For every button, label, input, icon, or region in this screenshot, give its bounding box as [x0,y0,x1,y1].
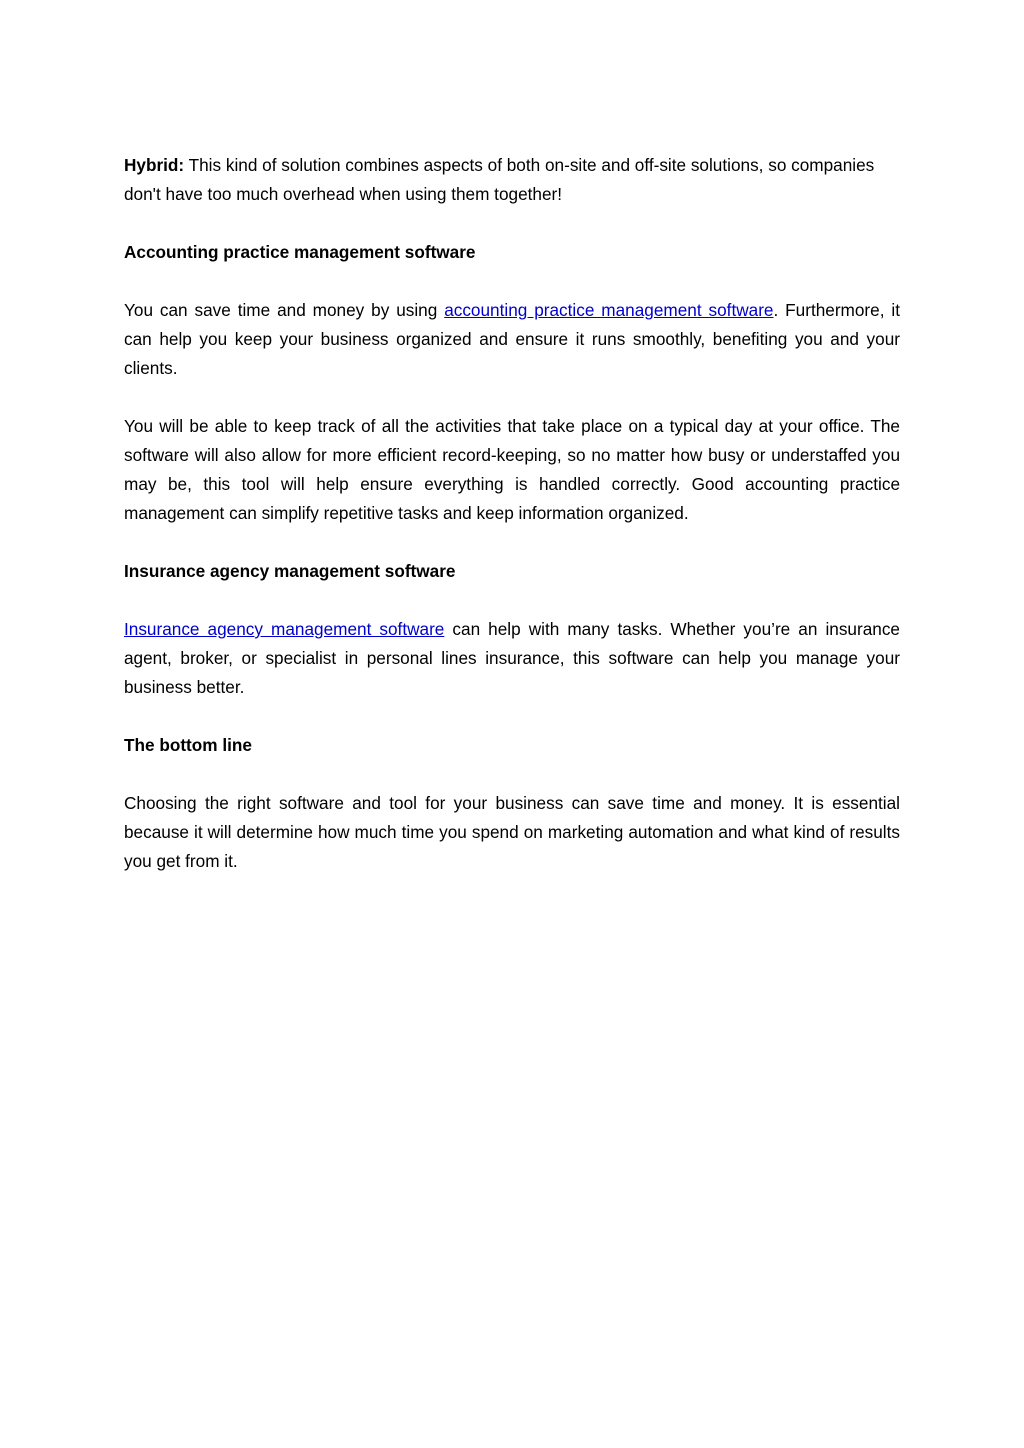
accounting-software-link[interactable]: accounting practice management software [444,300,774,320]
accounting-paragraph-2: You will be able to keep track of all the activities that take place on a typical day at your office. The software will also allow for more efficient record-keeping, so no matter how busy or understaffed you may be, this tool will help ensure everything is handled correctly. Good accounting practice management can simplify repetitive tasks and keep information organized. [124,416,900,523]
document-page [124,151,900,905]
accounting-paragraph-1 [124,296,900,383]
accounting-heading: Accounting practice management software [124,242,476,262]
insurance-paragraph [124,615,900,702]
insurance-p1-after: can help with many tasks. Whether you’re an insurance agent, broker, or specialist in personal lines insurance, this software can help you manage your business better. [124,619,900,697]
hybrid-text: This kind of solution combines aspects of both on-site and off-site solutions, so companies don't have too much overhead when using them together! [124,155,875,204]
accounting-p1-after: . Furthermore, it can help you keep your business organized and ensure it runs smoothly, benefiting you and your clients. [124,300,900,378]
hybrid-label: Hybrid: [124,155,185,175]
hybrid-paragraph [124,151,900,209]
accounting-p1-before: You can save time and money by using [124,300,445,320]
insurance-heading: Insurance agency management software [124,561,456,581]
bottom-line-heading: The bottom line [124,735,252,755]
bottom-line-paragraph: Choosing the right software and tool for your business can save time and money. It is essential because it will determine how much time you spend on marketing automation and what kind of results you get from it. [124,793,900,871]
insurance-software-link[interactable]: Insurance agency management software [124,619,445,639]
